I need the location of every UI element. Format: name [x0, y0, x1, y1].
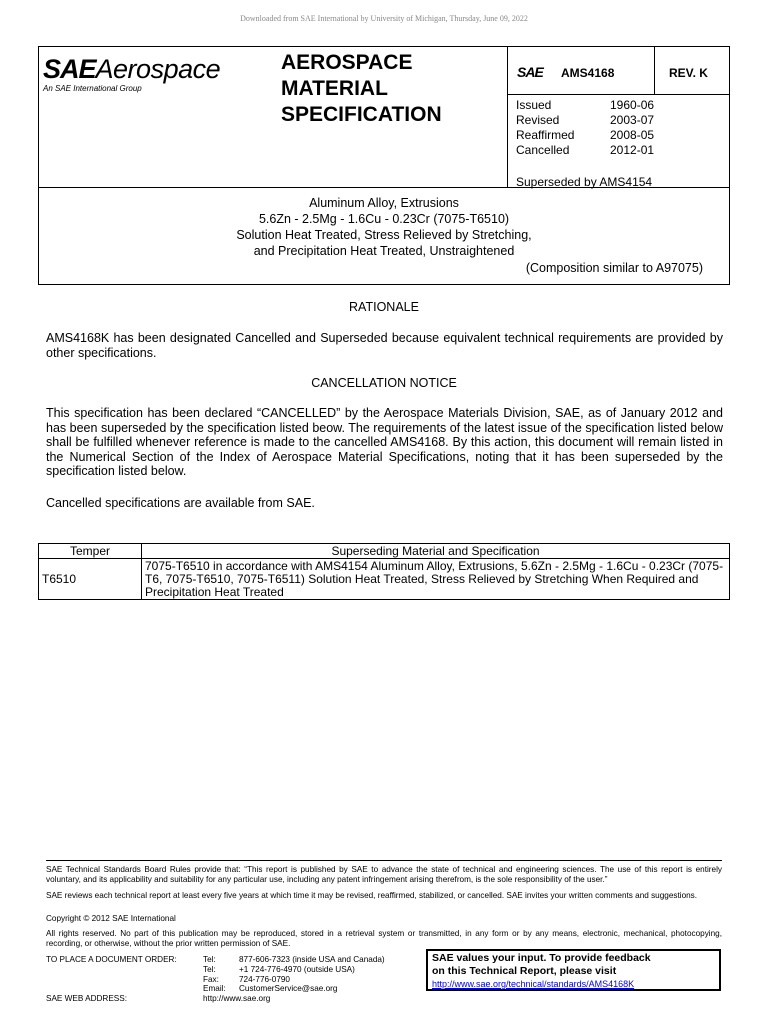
header-box [38, 46, 730, 188]
logo-subtitle: An SAE International Group [43, 84, 142, 93]
contact-value: 724-776-0790 [239, 974, 290, 984]
rationale-heading: RATIONALE [349, 300, 419, 314]
cancellation-text: This specification has been declared “CANCELLED” by the Aerospace Materials Division, SAE, as of January 2012 and has been superseded by the specification listed beow. The requirements of the latest issue of the specification listed below shall be fulfilled whenever reference is made to the cancelled AMS4168. By this action, this document will remain listed in the Numerical Section of the Index of Aerospace Material Specifications, noting that it has been superseded by the specification listed below. [46, 406, 723, 478]
spec-cell: 7075-T6510 in accordance with AMS4154 Aluminum Alloy, Extrusions, 5.6Zn - 2.5Mg - 1.6Cu - 0.23Cr (7075-T6, 7075-T6510, 7075-T6511) Solution Heat Treated, Stress Relieved by Stretching When Required and Precipitation Heat Treated [142, 559, 730, 600]
spec-number: AMS4168 [561, 66, 615, 80]
contact-label: Email: [203, 984, 226, 994]
rationale-text: AMS4168K has been designated Cancelled and Superseded because equivalent technical requirements are provided by other specifications. [46, 331, 723, 360]
revision-label: REV. K [669, 66, 708, 80]
title-block-line: Solution Heat Treated, Stress Relieved by Stretching, [236, 228, 532, 242]
date-label: Reaffirmed [516, 128, 575, 142]
web-address: http://www.sae.org [203, 994, 271, 1004]
cancellation-heading: CANCELLATION NOTICE [311, 376, 457, 390]
title-block [38, 187, 730, 285]
contact-value: +1 724-776-4970 (outside USA) [239, 964, 355, 974]
title-block-line: 5.6Zn - 2.5Mg - 1.6Cu - 0.23Cr (7075-T6510) [258, 212, 510, 226]
download-note: Downloaded from SAE International by University of Michigan, Thursday, June 09, 2022 [240, 14, 528, 23]
review-notice: SAE reviews each technical report at least every five years at which time it may be revised, reaffirmed, stabilized, or cancelled. SAE invites your written comments and suggestions. [46, 891, 698, 900]
date-label: Revised [516, 113, 560, 127]
title-block-line: and Precipitation Heat Treated, Unstraightened [253, 244, 515, 258]
date-value: 2008-05 [610, 128, 655, 142]
date-label: Issued [516, 98, 552, 112]
contact-value: 877-606-7323 (inside USA and Canada) [239, 955, 385, 964]
availability-text: Cancelled specifications are available from SAE. [46, 496, 315, 510]
standards-board-rules: SAE Technical Standards Board Rules provide that: “This report is published by SAE to advance the state of technical and engineering sciences. The use of this report is entirely voluntary, and its applicability and suitability for any particular use, including any patent infringement arising therefrom, is the sole responsibility of the user.” [46, 865, 722, 884]
date-row [516, 98, 654, 113]
feedback-link[interactable]: http://www.sae.org/technical/standards/AMS4168K [432, 979, 635, 989]
temper-cell: T6510 [39, 559, 142, 600]
title-block-line: Aluminum Alloy, Extrusions [309, 196, 459, 210]
table-row [39, 559, 730, 600]
contact-label: Tel: [203, 955, 216, 964]
contact-label: Fax: [203, 974, 219, 984]
date-label: Cancelled [516, 143, 570, 157]
superseding-table [38, 543, 730, 600]
rights-notice: All rights reserved. No part of this publication may be reproduced, stored in a retrieval system or transmitted, in any form or by any means, electronic, mechanical, photocopying, recording, or otherwise, without the prior written permission of SAE. [46, 929, 722, 948]
table-header-row [39, 544, 730, 559]
title-line: MATERIAL [281, 77, 388, 100]
date-row [516, 143, 654, 158]
contact-value: CustomerService@sae.org [239, 984, 338, 994]
feedback-box [426, 949, 721, 991]
contact-label: Tel: [203, 964, 216, 974]
feedback-line: SAE values your input. To provide feedback [432, 952, 651, 964]
logo-sae-text: SAE [43, 54, 96, 84]
date-list [516, 98, 654, 158]
sae-mini-logo: SAE [517, 64, 543, 80]
feedback-line: on this Technical Report, please visit [432, 965, 617, 977]
footer-divider [46, 860, 722, 861]
order-label: TO PLACE A DOCUMENT ORDER: [46, 955, 177, 964]
column-header-temper: Temper [39, 544, 142, 559]
composition-note: (Composition similar to A97075) [525, 261, 703, 275]
superseded-by: Superseded by AMS4154 [516, 175, 653, 189]
title-line: AEROSPACE [281, 51, 413, 74]
material-title [39, 195, 729, 259]
copyright: Copyright © 2012 SAE International [46, 914, 176, 923]
sae-aerospace-logo [43, 54, 220, 85]
date-value: 2012-01 [610, 143, 655, 157]
date-value: 1960-06 [610, 98, 655, 112]
document-type-title [281, 50, 442, 128]
date-value: 2003-07 [610, 113, 655, 127]
date-row [516, 128, 654, 143]
order-info [46, 955, 385, 1004]
title-line: SPECIFICATION [281, 103, 442, 126]
column-header-spec: Superseding Material and Specification [142, 544, 730, 559]
date-row [516, 113, 654, 128]
logo-aerospace-text: Aerospace [95, 54, 221, 84]
web-label: SAE WEB ADDRESS: [46, 994, 127, 1004]
